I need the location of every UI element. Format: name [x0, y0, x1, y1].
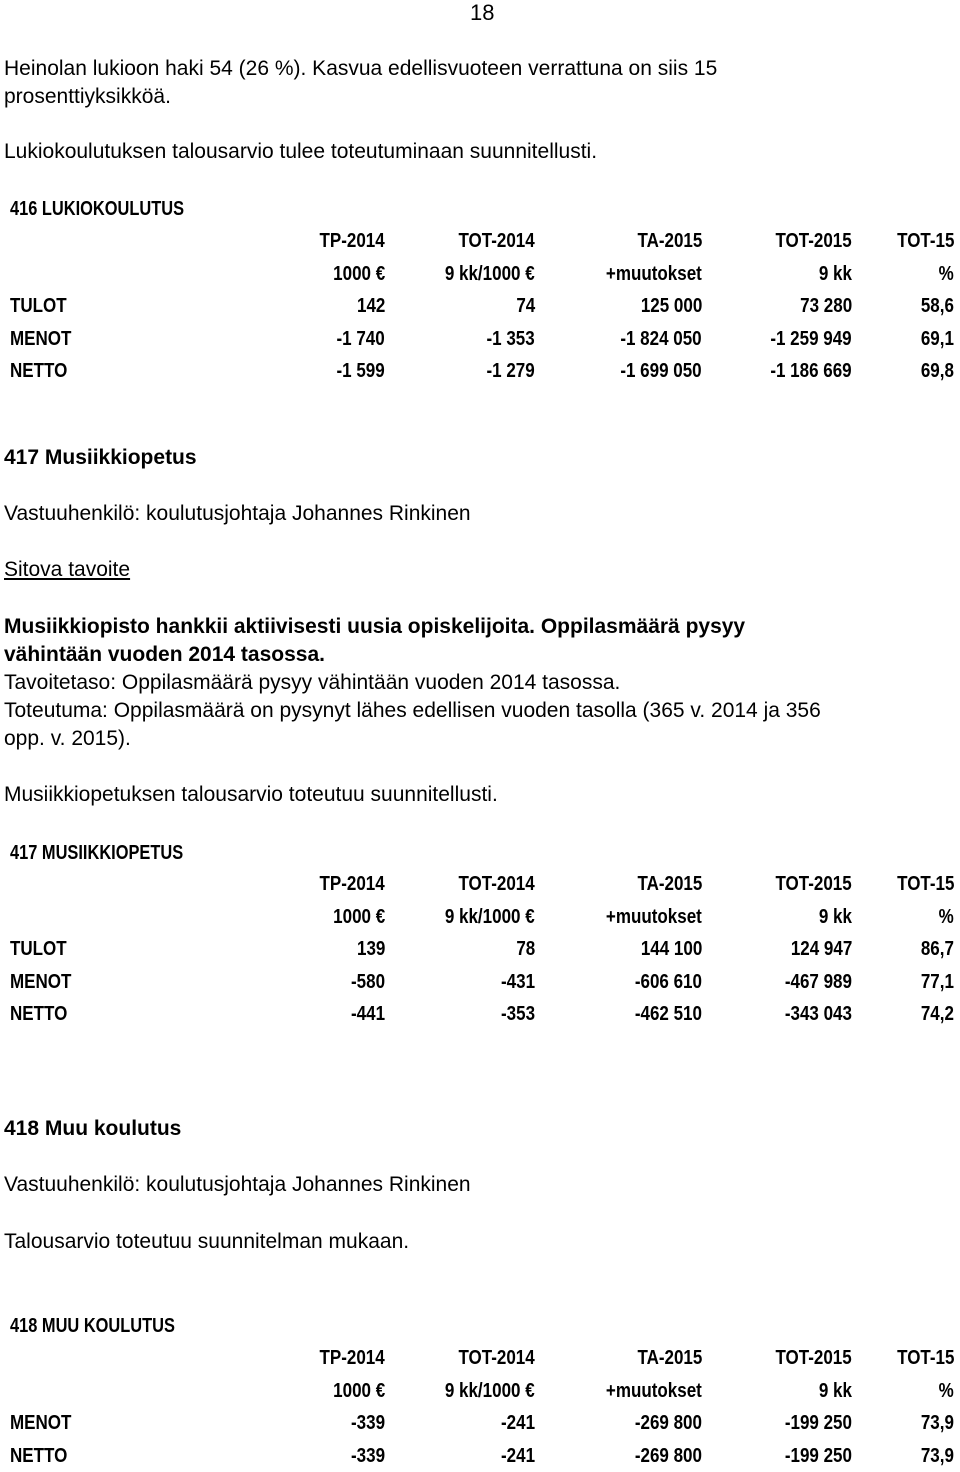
cell: -1 279: [486, 360, 535, 382]
cell: %: [938, 905, 954, 928]
cell: 1000 €: [333, 1379, 385, 1402]
table-417-title: 417 MUSIIKKIOPETUS: [10, 842, 184, 864]
unit-row: [0, 1375, 960, 1407]
section-417-heading: 417 Musiikkiopetus: [4, 446, 197, 469]
section-417-responsible: Vastuuhenkilö: koulutusjohtaja Johannes Rinkinen: [4, 502, 471, 525]
cell: -343 043: [784, 1003, 852, 1025]
data-row: [0, 323, 960, 355]
goal-line-1: Musiikkiopisto hankkii aktiivisesti uusia opiskelijoita. Oppilasmäärä pysyy: [4, 615, 746, 638]
section-418-heading: 418 Muu koulutus: [4, 1117, 182, 1140]
cell: +muutokset: [606, 905, 702, 928]
realization-line-1: Toteutuma: Oppilasmäärä on pysynyt lähes edellisen vuoden tasolla (365 v. 2014 ja 356: [4, 699, 821, 722]
unit-row: [0, 901, 960, 933]
cell: TOT-2015: [775, 1347, 852, 1369]
cell: -353: [500, 1003, 535, 1025]
cell: -431: [500, 970, 535, 993]
cell: %: [938, 1379, 954, 1402]
cell: TOT-15: [896, 230, 954, 252]
header-row: [0, 225, 960, 257]
cell: 124 947: [790, 938, 852, 960]
cell: -1 699 050: [620, 360, 702, 382]
row-label: MENOT: [10, 970, 72, 993]
cell: TOT-2014: [458, 230, 535, 252]
cell: TA-2015: [637, 230, 702, 252]
row-label: NETTO: [10, 360, 68, 382]
cell: TA-2015: [637, 873, 702, 895]
cell: 9 kk: [818, 262, 852, 285]
cell: 9 kk/1000 €: [445, 905, 535, 928]
cell: 1000 €: [333, 905, 385, 928]
intro-line-1: Heinolan lukioon haki 54 (26 %). Kasvua edellisvuoteen verrattuna on siis 15: [4, 57, 718, 80]
cell: -1 186 669: [770, 360, 852, 382]
cell: 69,1: [920, 327, 954, 350]
unit-row: [0, 258, 960, 290]
cell: -199 250: [784, 1412, 852, 1434]
cell: 73,9: [920, 1444, 954, 1467]
cell: TOT-2014: [458, 1347, 535, 1369]
cell: 86,7: [920, 938, 954, 960]
section-418-budget-note: Talousarvio toteutuu suunnitelman mukaan.: [4, 1230, 410, 1253]
cell: TP-2014: [319, 873, 385, 895]
intro-line-2: prosenttiyksikköä.: [4, 85, 171, 108]
section-417-budget-note: Musiikkiopetuksen talousarvio toteutuu suunnitellusti.: [4, 783, 498, 806]
cell: -606 610: [634, 970, 702, 993]
cell: -241: [500, 1444, 535, 1467]
cell: 125 000: [640, 295, 702, 317]
cell: TP-2014: [319, 230, 385, 252]
target-level: Tavoitetaso: Oppilasmäärä pysyy vähintään vuoden 2014 tasossa.: [4, 671, 621, 694]
intro-line-3: Lukiokoulutuksen talousarvio tulee toteutuminaan suunnitellusti.: [4, 140, 598, 163]
cell: 142: [356, 295, 385, 317]
cell: 73 280: [800, 295, 852, 317]
cell: TOT-15: [896, 873, 954, 895]
cell: +muutokset: [606, 1379, 702, 1402]
cell: TOT-15: [896, 1347, 954, 1369]
cell: 74,2: [920, 1003, 954, 1025]
cell: -1 740: [336, 327, 385, 350]
cell: TOT-2015: [775, 873, 852, 895]
cell: -467 989: [784, 970, 852, 993]
cell: 9 kk: [818, 905, 852, 928]
data-row: [0, 290, 960, 322]
binding-goal-heading: Sitova tavoite: [4, 558, 131, 581]
page-number: 18: [470, 0, 495, 25]
cell: TA-2015: [637, 1347, 702, 1369]
cell: -580: [350, 970, 385, 993]
cell: -441: [350, 1003, 385, 1025]
cell: 144 100: [640, 938, 702, 960]
cell: 58,6: [920, 295, 954, 317]
cell: 69,8: [920, 360, 954, 382]
cell: -1 599: [336, 360, 385, 382]
cell: 1000 €: [333, 262, 385, 285]
cell: -462 510: [634, 1003, 702, 1025]
cell: -1 259 949: [770, 327, 852, 350]
cell: -339: [350, 1412, 385, 1434]
cell: 78: [516, 938, 535, 960]
cell: -1 824 050: [620, 327, 702, 350]
cell: 139: [356, 938, 385, 960]
header-row: [0, 868, 960, 900]
cell: TP-2014: [319, 1347, 385, 1369]
cell: TOT-2015: [775, 230, 852, 252]
data-row: [0, 1407, 960, 1439]
cell: +muutokset: [606, 262, 702, 285]
table-416-title: 416 LUKIOKOULUTUS: [10, 198, 185, 220]
data-row: [0, 1440, 960, 1472]
cell: -269 800: [634, 1444, 702, 1467]
row-label: NETTO: [10, 1003, 68, 1025]
data-row: [0, 933, 960, 965]
row-label: TULOT: [10, 938, 67, 960]
cell: 9 kk/1000 €: [445, 1379, 535, 1402]
cell: 74: [516, 295, 535, 317]
cell: 9 kk: [818, 1379, 852, 1402]
cell: -269 800: [634, 1412, 702, 1434]
cell: 73,9: [920, 1412, 954, 1434]
row-label: MENOT: [10, 327, 72, 350]
realization-line-2: opp. v. 2015).: [4, 727, 131, 750]
row-label: TULOT: [10, 295, 67, 317]
data-row: [0, 355, 960, 387]
cell: -199 250: [784, 1444, 852, 1467]
cell: TOT-2014: [458, 873, 535, 895]
data-row: [0, 966, 960, 998]
goal-line-2: vähintään vuoden 2014 tasossa.: [4, 643, 325, 666]
data-row: [0, 998, 960, 1030]
cell: %: [938, 262, 954, 285]
section-418-responsible: Vastuuhenkilö: koulutusjohtaja Johannes Rinkinen: [4, 1173, 471, 1196]
cell: -339: [350, 1444, 385, 1467]
row-label: NETTO: [10, 1444, 68, 1467]
cell: 77,1: [920, 970, 954, 993]
cell: 9 kk/1000 €: [445, 262, 535, 285]
row-label: MENOT: [10, 1412, 72, 1434]
table-418-title: 418 MUU KOULUTUS: [10, 1315, 175, 1337]
header-row: [0, 1342, 960, 1374]
cell: -1 353: [486, 327, 535, 350]
cell: -241: [500, 1412, 535, 1434]
